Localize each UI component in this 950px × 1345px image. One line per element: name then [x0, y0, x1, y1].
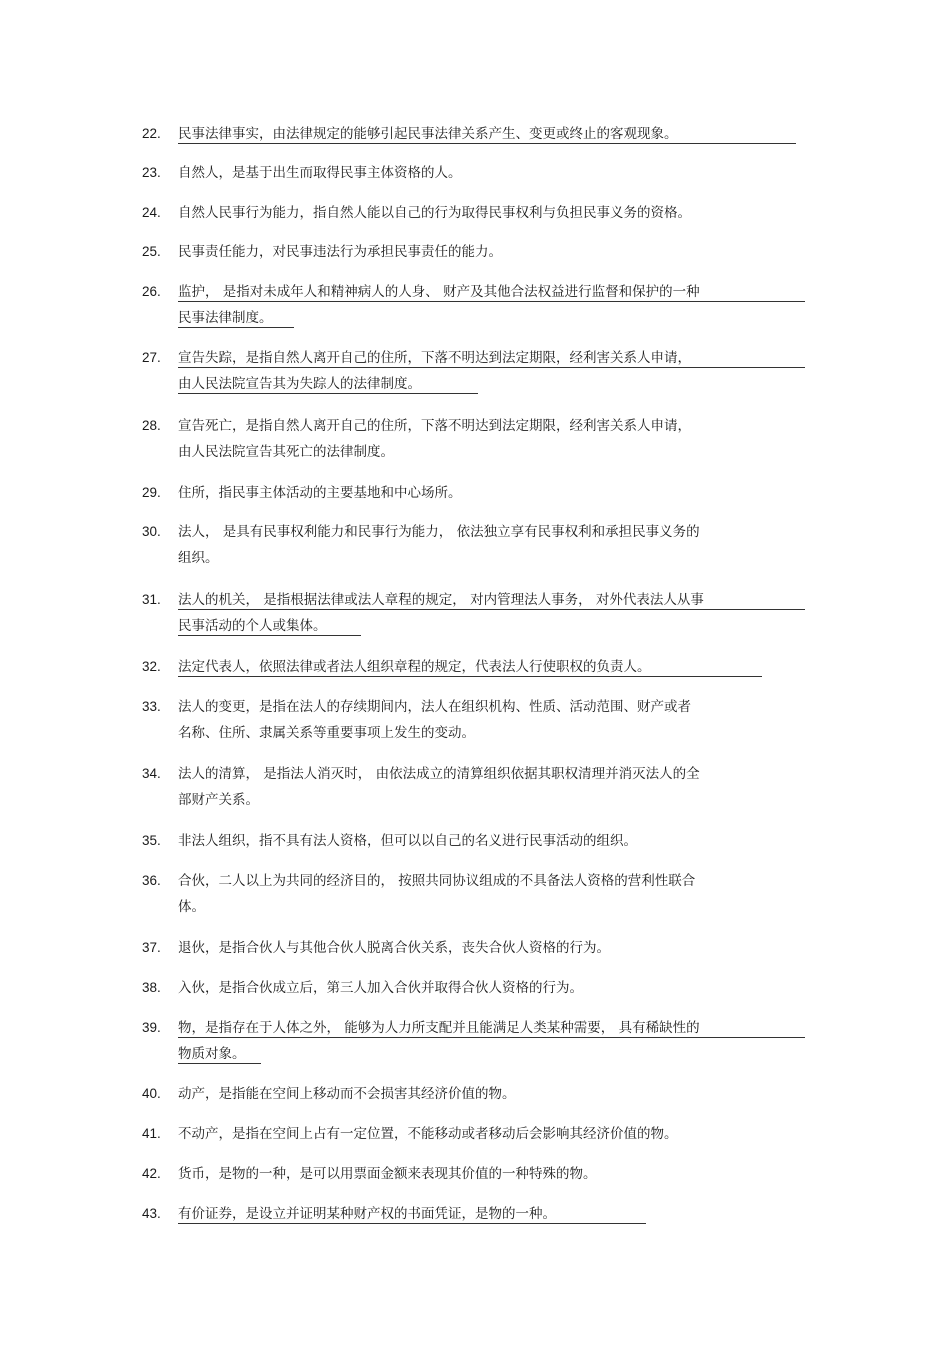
text-line: 由人民法院宣告其为失踪人的法律制度。 [178, 371, 812, 397]
item-number: 34. [142, 766, 161, 781]
item-text [178, 1121, 812, 1147]
item-number: 28. [142, 418, 161, 433]
text-line: 民事责任能力，对民事违法行为承担民事责任的能力。 [178, 244, 502, 260]
text-line: 民事活动的个人或集体。 [178, 613, 812, 639]
text-line: 合伙，二人以上为共同的经济目的， 按照共同协议组成的不具备法人资格的营利性联合 [178, 873, 696, 889]
item-number: 35. [142, 833, 161, 848]
item-number: 23. [142, 165, 161, 180]
item-text [178, 413, 812, 465]
item-number: 29. [142, 485, 161, 500]
text-line: 体。 [178, 899, 205, 915]
item-text [178, 239, 812, 265]
item-number: 39. [142, 1020, 161, 1035]
text-line: 组织。 [178, 550, 219, 566]
item-number: 31. [142, 592, 161, 607]
item-text [178, 828, 812, 854]
item-number: 42. [142, 1166, 161, 1181]
text-line: 有价证券，是设立并证明某种财产权的书面凭证，是物的一种。 [178, 1201, 812, 1227]
text-line: 退伙，是指合伙人与其他合伙人脱离合伙关系，丧失合伙人资格的行为。 [178, 940, 610, 956]
text-line: 动产，是指能在空间上移动而不会损害其经济价值的物。 [178, 1086, 516, 1102]
item-number: 40. [142, 1086, 161, 1101]
text-line: 物质对象。 [178, 1041, 812, 1067]
text-line: 法人的清算， 是指法人消灭时， 由依法成立的清算组织依据其职权清理并消灭法人的全 [178, 766, 700, 782]
text-line: 宣告死亡，是指自然人离开自己的住所，下落不明达到法定期限，经利害关系人申请， [178, 418, 691, 434]
item-text [178, 694, 812, 746]
item-text [178, 200, 812, 226]
item-number: 43. [142, 1206, 161, 1221]
item-number: 38. [142, 980, 161, 995]
item-number: 33. [142, 699, 161, 714]
item-number: 36. [142, 873, 161, 888]
item-text [178, 761, 812, 813]
item-number: 26. [142, 284, 161, 299]
item-text [178, 975, 812, 1001]
text-line: 法人， 是具有民事权利能力和民事行为能力， 依法独立享有民事权利和承担民事义务的 [178, 524, 700, 540]
item-text [178, 587, 812, 639]
item-number: 32. [142, 659, 161, 674]
item-number: 37. [142, 940, 161, 955]
item-text [178, 160, 812, 186]
text-line: 部财产关系。 [178, 792, 259, 808]
item-text [178, 519, 812, 571]
item-text [178, 1015, 812, 1067]
item-text [178, 121, 812, 147]
item-text [178, 480, 812, 506]
item-text [178, 935, 812, 961]
text-line: 非法人组织，指不具有法人资格，但可以以自己的名义进行民事活动的组织。 [178, 833, 637, 849]
text-line: 宣告失踪，是指自然人离开自己的住所，下落不明达到法定期限，经利害关系人申请， [178, 345, 812, 371]
item-text [178, 868, 812, 920]
item-number: 27. [142, 350, 161, 365]
text-line: 自然人民事行为能力，指自然人能以自己的行为取得民事权利与负担民事义务的资格。 [178, 205, 691, 221]
item-number: 22. [142, 126, 161, 141]
text-line: 住所，指民事主体活动的主要基地和中心场所。 [178, 485, 462, 501]
item-text [178, 1161, 812, 1187]
text-line: 由人民法院宣告其死亡的法律制度。 [178, 444, 394, 460]
text-line: 民事法律事实，由法律规定的能够引起民事法律关系产生、变更或终止的客观现象。 [178, 121, 812, 147]
item-text [178, 654, 812, 680]
text-line: 入伙，是指合伙成立后，第三人加入合伙并取得合伙人资格的行为。 [178, 980, 583, 996]
text-line: 不动产，是指在空间上占有一定位置，不能移动或者移动后会影响其经济价值的物。 [178, 1126, 678, 1142]
item-number: 25. [142, 244, 161, 259]
text-line: 法人的机关， 是指根据法律或法人章程的规定， 对内管理法人事务， 对外代表法人从事 [178, 587, 812, 613]
item-text [178, 279, 812, 331]
text-line: 法定代表人，依照法律或者法人组织章程的规定，代表法人行使职权的负责人。 [178, 654, 812, 680]
text-line: 自然人，是基于出生而取得民事主体资格的人。 [178, 165, 462, 181]
text-line: 法人的变更，是指在法人的存续期间内，法人在组织机构、性质、活动范围、财产或者 [178, 699, 691, 715]
text-line: 民事法律制度。 [178, 305, 812, 331]
text-line: 名称、住所、隶属关系等重要事项上发生的变动。 [178, 725, 475, 741]
item-number: 24. [142, 205, 161, 220]
text-line: 监护， 是指对未成年人和精神病人的人身、 财产及其他合法权益进行监督和保护的一种 [178, 279, 812, 305]
item-number: 30. [142, 524, 161, 539]
text-line: 物，是指存在于人体之外， 能够为人力所支配并且能满足人类某种需要， 具有稀缺性的 [178, 1015, 812, 1041]
item-text [178, 345, 812, 397]
text-line: 货币，是物的一种，是可以用票面金额来表现其价值的一种特殊的物。 [178, 1166, 597, 1182]
item-text [178, 1081, 812, 1107]
item-text [178, 1201, 812, 1227]
item-number: 41. [142, 1126, 161, 1141]
